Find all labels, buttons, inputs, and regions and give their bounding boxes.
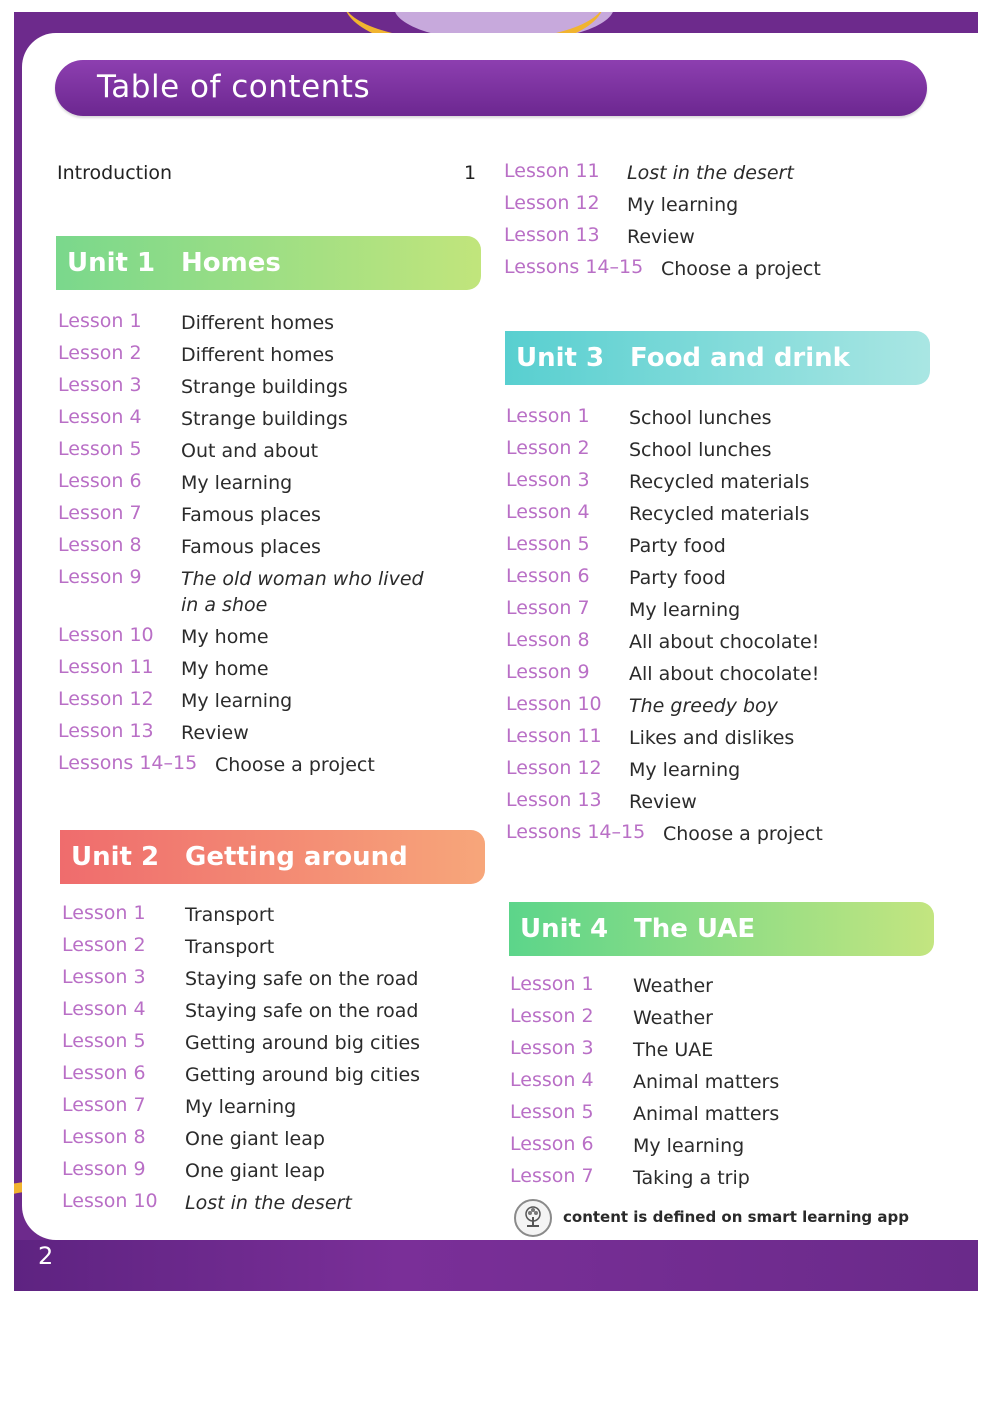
lesson-row[interactable] bbox=[62, 1030, 482, 1062]
lesson-row[interactable] bbox=[506, 661, 926, 693]
lesson-row[interactable] bbox=[510, 1101, 930, 1133]
lesson-row[interactable] bbox=[58, 624, 478, 656]
introduction-page: 1 bbox=[464, 162, 477, 184]
introduction-label[interactable]: Introduction bbox=[57, 162, 173, 184]
lesson-title: Strange buildings bbox=[181, 408, 348, 430]
lesson-row[interactable] bbox=[62, 1158, 482, 1190]
lesson-title: Transport bbox=[185, 904, 275, 926]
lesson-title: Transport bbox=[185, 936, 275, 958]
lesson-title: My home bbox=[181, 626, 269, 648]
lesson-title: Party food bbox=[629, 535, 726, 557]
lesson-label: Lesson 1 bbox=[506, 405, 590, 427]
lesson-row[interactable] bbox=[506, 533, 926, 565]
unit-2-banner[interactable] bbox=[60, 830, 485, 884]
lesson-title: Animal matters bbox=[633, 1103, 780, 1125]
lesson-title: Famous places bbox=[181, 536, 321, 558]
lesson-label: Lesson 5 bbox=[58, 438, 142, 460]
unit-1-lessons bbox=[58, 310, 478, 784]
unit-3-banner[interactable] bbox=[505, 331, 930, 385]
lesson-label: Lesson 3 bbox=[510, 1037, 594, 1059]
lesson-title: My learning bbox=[181, 690, 293, 712]
lesson-title: School lunches bbox=[629, 439, 772, 461]
lesson-title: Taking a trip bbox=[633, 1167, 750, 1189]
unit-number: Unit 1 bbox=[67, 248, 156, 278]
unit-number: Unit 4 bbox=[520, 914, 609, 944]
lesson-label: Lesson 9 bbox=[506, 661, 590, 683]
tree-icon bbox=[521, 1205, 545, 1229]
lesson-row[interactable] bbox=[58, 656, 478, 688]
lesson-row[interactable] bbox=[510, 1133, 930, 1165]
lesson-row[interactable] bbox=[506, 725, 926, 757]
lesson-row[interactable] bbox=[58, 406, 478, 438]
lesson-label: Lesson 11 bbox=[504, 160, 600, 182]
unit-number: Unit 3 bbox=[516, 343, 605, 373]
lesson-title: Different homes bbox=[181, 312, 335, 334]
page-title: Table of contents bbox=[97, 69, 371, 105]
lesson-row[interactable] bbox=[504, 160, 924, 192]
unit-4-lessons bbox=[510, 973, 930, 1197]
lesson-label: Lesson 12 bbox=[58, 688, 154, 710]
lesson-title: The greedy boy bbox=[629, 695, 778, 717]
app-note: content is defined on smart learning app bbox=[563, 1208, 909, 1226]
lesson-label: Lesson 6 bbox=[58, 470, 142, 492]
lesson-label: Lesson 4 bbox=[62, 998, 146, 1020]
lesson-title: One giant leap bbox=[185, 1160, 325, 1182]
lesson-label: Lesson 10 bbox=[58, 624, 154, 646]
lesson-title: All about chocolate! bbox=[629, 663, 820, 685]
lesson-title: Review bbox=[629, 791, 697, 813]
unit-title: The UAE bbox=[634, 914, 756, 944]
lesson-row[interactable] bbox=[506, 629, 926, 661]
lesson-row[interactable] bbox=[58, 752, 478, 784]
lesson-title: Weather bbox=[633, 1007, 713, 1029]
lesson-title: My home bbox=[181, 658, 269, 680]
unit-4-banner[interactable] bbox=[509, 902, 934, 956]
lesson-title: Recycled materials bbox=[629, 471, 810, 493]
lesson-label: Lesson 13 bbox=[504, 224, 600, 246]
lesson-label: Lesson 8 bbox=[58, 534, 142, 556]
lesson-label: Lesson 5 bbox=[510, 1101, 594, 1123]
lesson-row[interactable] bbox=[506, 437, 926, 469]
unit-title: Food and drink bbox=[630, 343, 850, 373]
title-banner bbox=[55, 60, 927, 116]
unit-1-banner[interactable] bbox=[56, 236, 481, 290]
lesson-label: Lesson 11 bbox=[506, 725, 602, 747]
lesson-title: My learning bbox=[181, 472, 293, 494]
lesson-row[interactable] bbox=[506, 821, 926, 853]
lesson-title-line: in a shoe bbox=[181, 594, 268, 616]
lesson-row[interactable] bbox=[58, 470, 478, 502]
lesson-title: Choose a project bbox=[215, 754, 375, 776]
lesson-row[interactable] bbox=[62, 1126, 482, 1158]
lesson-row[interactable] bbox=[58, 502, 478, 534]
lesson-title: Weather bbox=[633, 975, 713, 997]
lesson-label: Lesson 13 bbox=[58, 720, 154, 742]
lesson-label: Lesson 7 bbox=[58, 502, 142, 524]
lesson-title: Getting around big cities bbox=[185, 1064, 421, 1086]
lesson-title: Staying safe on the road bbox=[185, 1000, 419, 1022]
lesson-title: Choose a project bbox=[661, 258, 821, 280]
lesson-row[interactable] bbox=[506, 405, 926, 437]
lesson-row[interactable] bbox=[62, 934, 482, 966]
lesson-row[interactable] bbox=[504, 192, 924, 224]
lesson-label: Lesson 7 bbox=[510, 1165, 594, 1187]
lesson-title: All about chocolate! bbox=[629, 631, 820, 653]
lesson-title: Choose a project bbox=[663, 823, 823, 845]
lesson-label: Lesson 2 bbox=[506, 437, 590, 459]
lesson-row[interactable] bbox=[504, 256, 924, 288]
lesson-label: Lesson 5 bbox=[62, 1030, 146, 1052]
lesson-title: Strange buildings bbox=[181, 376, 348, 398]
lesson-label: Lesson 2 bbox=[62, 934, 146, 956]
lesson-row[interactable] bbox=[58, 720, 478, 752]
lesson-title: My learning bbox=[627, 194, 739, 216]
lesson-row[interactable] bbox=[506, 693, 926, 725]
lesson-label: Lessons 14–15 bbox=[504, 256, 644, 278]
lesson-row[interactable] bbox=[62, 902, 482, 934]
lesson-title: School lunches bbox=[629, 407, 772, 429]
lesson-row[interactable] bbox=[506, 789, 926, 821]
lesson-title: Recycled materials bbox=[629, 503, 810, 525]
lesson-title bbox=[181, 566, 424, 618]
lesson-row[interactable] bbox=[506, 757, 926, 789]
lesson-label: Lessons 14–15 bbox=[506, 821, 646, 843]
lesson-label: Lesson 1 bbox=[62, 902, 146, 924]
lesson-title: My learning bbox=[185, 1096, 297, 1118]
lesson-label: Lesson 7 bbox=[506, 597, 590, 619]
lesson-label: Lesson 9 bbox=[58, 566, 142, 588]
lesson-label: Lesson 6 bbox=[62, 1062, 146, 1084]
lesson-title: Staying safe on the road bbox=[185, 968, 419, 990]
lesson-row[interactable] bbox=[506, 469, 926, 501]
unit-2-lessons bbox=[62, 902, 482, 1222]
lesson-label: Lesson 2 bbox=[58, 342, 142, 364]
lesson-label: Lesson 12 bbox=[504, 192, 600, 214]
lesson-row[interactable] bbox=[506, 501, 926, 533]
lesson-title: Famous places bbox=[181, 504, 321, 526]
lesson-label: Lesson 6 bbox=[510, 1133, 594, 1155]
lesson-title: The UAE bbox=[633, 1039, 714, 1061]
lesson-row[interactable] bbox=[58, 374, 478, 406]
lesson-title: My learning bbox=[633, 1135, 745, 1157]
lesson-label: Lesson 8 bbox=[506, 629, 590, 651]
lesson-title: My learning bbox=[629, 759, 741, 781]
lesson-label: Lesson 10 bbox=[62, 1190, 158, 1212]
lesson-label: Lesson 2 bbox=[510, 1005, 594, 1027]
lesson-row[interactable] bbox=[58, 438, 478, 470]
unit-title: Getting around bbox=[185, 842, 408, 872]
unit-2-lessons-continued bbox=[504, 160, 924, 288]
lesson-row[interactable] bbox=[510, 973, 930, 1005]
lesson-title: Out and about bbox=[181, 440, 319, 462]
lesson-label: Lesson 3 bbox=[58, 374, 142, 396]
lesson-label: Lesson 7 bbox=[62, 1094, 146, 1116]
lesson-label: Lessons 14–15 bbox=[58, 752, 198, 774]
lesson-title: Lost in the desert bbox=[627, 162, 794, 184]
lesson-title: Different homes bbox=[181, 344, 335, 366]
lesson-label: Lesson 1 bbox=[58, 310, 142, 332]
lesson-title: Review bbox=[627, 226, 695, 248]
lesson-row[interactable] bbox=[506, 597, 926, 629]
footer-bar bbox=[14, 1240, 978, 1291]
lesson-row[interactable] bbox=[510, 1005, 930, 1037]
lesson-row[interactable] bbox=[62, 1062, 482, 1094]
lesson-label: Lesson 13 bbox=[506, 789, 602, 811]
lesson-row[interactable] bbox=[62, 966, 482, 998]
lesson-label: Lesson 12 bbox=[506, 757, 602, 779]
lesson-row[interactable] bbox=[58, 342, 478, 374]
lesson-label: Lesson 10 bbox=[506, 693, 602, 715]
lesson-title-line: The old woman who lived bbox=[181, 568, 424, 590]
lesson-title: Party food bbox=[629, 567, 726, 589]
lesson-row[interactable] bbox=[504, 224, 924, 256]
lesson-label: Lesson 3 bbox=[62, 966, 146, 988]
page-number: 2 bbox=[38, 1242, 54, 1270]
unit-number: Unit 2 bbox=[71, 842, 160, 872]
lesson-title: Review bbox=[181, 722, 249, 744]
lesson-row[interactable] bbox=[62, 998, 482, 1030]
lesson-label: Lesson 6 bbox=[506, 565, 590, 587]
lesson-title: My learning bbox=[629, 599, 741, 621]
lesson-title: Likes and dislikes bbox=[629, 727, 795, 749]
lesson-row[interactable] bbox=[506, 565, 926, 597]
lesson-label: Lesson 4 bbox=[506, 501, 590, 523]
lesson-label: Lesson 9 bbox=[62, 1158, 146, 1180]
lesson-label: Lesson 4 bbox=[510, 1069, 594, 1091]
lesson-label: Lesson 5 bbox=[506, 533, 590, 555]
lesson-row[interactable] bbox=[62, 1094, 482, 1126]
unit-title: Homes bbox=[181, 248, 281, 278]
lesson-title: Animal matters bbox=[633, 1071, 780, 1093]
lesson-row[interactable] bbox=[58, 566, 478, 624]
lesson-label: Lesson 8 bbox=[62, 1126, 146, 1148]
smart-learning-app-icon bbox=[514, 1199, 552, 1237]
lesson-title: One giant leap bbox=[185, 1128, 325, 1150]
lesson-row[interactable] bbox=[510, 1037, 930, 1069]
lesson-title: Lost in the desert bbox=[185, 1192, 352, 1214]
lesson-row[interactable] bbox=[58, 310, 478, 342]
lesson-row[interactable] bbox=[58, 534, 478, 566]
unit-3-lessons bbox=[506, 405, 926, 853]
lesson-label: Lesson 11 bbox=[58, 656, 154, 678]
lesson-label: Lesson 3 bbox=[506, 469, 590, 491]
lesson-title: Getting around big cities bbox=[185, 1032, 421, 1054]
lesson-row[interactable] bbox=[58, 688, 478, 720]
lesson-row[interactable] bbox=[510, 1069, 930, 1101]
lesson-row[interactable] bbox=[62, 1190, 482, 1222]
lesson-label: Lesson 4 bbox=[58, 406, 142, 428]
lesson-label: Lesson 1 bbox=[510, 973, 594, 995]
lesson-row[interactable] bbox=[510, 1165, 930, 1197]
